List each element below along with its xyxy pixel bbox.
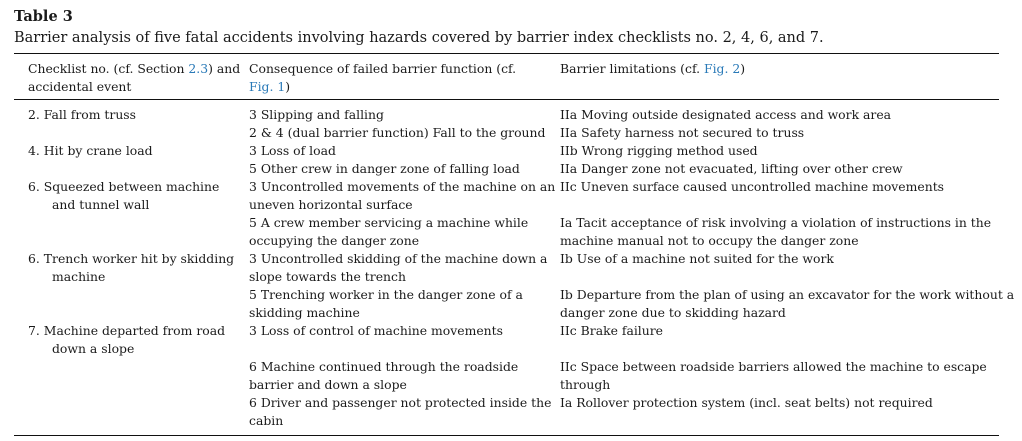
row-3-checklist-line1: 6. Squeezed between machine [28,179,220,194]
row-4-consequence-a-line2: slope towards the trench [249,269,406,284]
fig2-link[interactable]: Fig. 2 [703,61,741,76]
header-col3-suffix: ) [740,61,746,76]
row-5-checklist-line1: 7. Machine departed from road [28,323,226,338]
row-5-consequence-c-line2: cabin [249,413,284,428]
row-4-checklist-line2: machine [52,269,106,284]
header-col2-suffix: ) [285,79,291,94]
table-number: Table 3 [14,8,73,25]
row-3-consequence-a-line1: 3 Uncontrolled movements of the machine on an [249,179,556,194]
row-5-limitation-c: Ia Rollover protection system (incl. seat belts) not required [560,395,933,410]
row-3-checklist-line2: and tunnel wall [52,197,150,212]
header-col1-suffix: ) and [208,61,241,76]
row-5-limitation-b-line1: IIc Space between roadside barriers allowed the machine to escape [560,359,987,374]
section-link[interactable]: 2.3 [188,61,209,76]
row-2-limitation-a: IIb Wrong rigging method used [560,143,758,158]
row-5-consequence-c-line1: 6 Driver and passenger not protected inside the [249,395,552,410]
row-3-consequence-b-line2: occupying the danger zone [249,233,420,248]
row-5-consequence-b-line2: barrier and down a slope [249,377,407,392]
row-5-checklist-line2: down a slope [52,341,135,356]
row-3-limitation-a: IIc Uneven surface caused uncontrolled machine movements [560,179,945,194]
header-col2-line1: Consequence of failed barrier function (cf. [249,61,517,76]
header-col3-text: Barrier limitations (cf. [560,61,704,76]
row-3-consequence-a-line2: uneven horizontal surface [249,197,413,212]
row-1-consequence-a: 3 Slipping and falling [249,107,384,122]
row-3-limitation-b-line1: Ia Tacit acceptance of risk involving a violation of instructions in the [560,215,992,230]
row-4-checklist-line1: 6. Trench worker hit by skidding [28,251,235,266]
header-col1-line1 [28,60,240,78]
top-rule [14,53,999,54]
table-caption: Barrier analysis of five fatal accidents involving hazards covered by barrier index checklists no. 2, 4, 6, and 7. [14,30,824,46]
row-1-checklist: 2. Fall from truss [28,107,137,122]
row-4-consequence-b-line1: 5 Trenching worker in the danger zone of a [249,287,523,302]
row-1-limitation-a: IIa Moving outside designated access and work area [560,107,892,122]
row-4-consequence-b-line2: skidding machine [249,305,360,320]
row-5-limitation-a: IIc Brake failure [560,323,663,338]
row-2-consequence-a: 3 Loss of load [249,143,336,158]
row-4-limitation-b-line1: Ib Departure from the plan of using an excavator for the work without a [560,287,1015,302]
header-col1-text: Checklist no. (cf. Section [28,61,189,76]
row-5-consequence-b-line1: 6 Machine continued through the roadside [249,359,519,374]
row-2-consequence-b: 5 Other crew in danger zone of falling load [249,161,520,176]
row-1-limitation-b: IIa Safety harness not secured to truss [560,125,805,140]
row-3-consequence-b-line1: 5 A crew member servicing a machine while [249,215,529,230]
row-5-limitation-b-line2: through [560,377,611,392]
bottom-rule [14,435,999,436]
header-col2-line2 [249,78,290,96]
row-1-consequence-b: 2 & 4 (dual barrier function) Fall to the ground [249,125,546,140]
row-5-consequence-a: 3 Loss of control of machine movements [249,323,503,338]
row-4-consequence-a-line1: 3 Uncontrolled skidding of the machine down a [249,251,548,266]
header-col3 [560,60,745,78]
header-col1-line2: accidental event [28,79,132,94]
row-2-limitation-b: IIa Danger zone not evacuated, lifting over other crew [560,161,903,176]
header-rule [14,99,999,100]
fig1-link[interactable]: Fig. 1 [249,79,286,94]
row-3-limitation-b-line2: machine manual not to occupy the danger zone [560,233,859,248]
row-2-checklist: 4. Hit by crane load [28,143,153,158]
row-4-limitation-a: Ib Use of a machine not suited for the work [560,251,834,266]
row-4-limitation-b-line2: danger zone due to skidding hazard [560,305,786,320]
